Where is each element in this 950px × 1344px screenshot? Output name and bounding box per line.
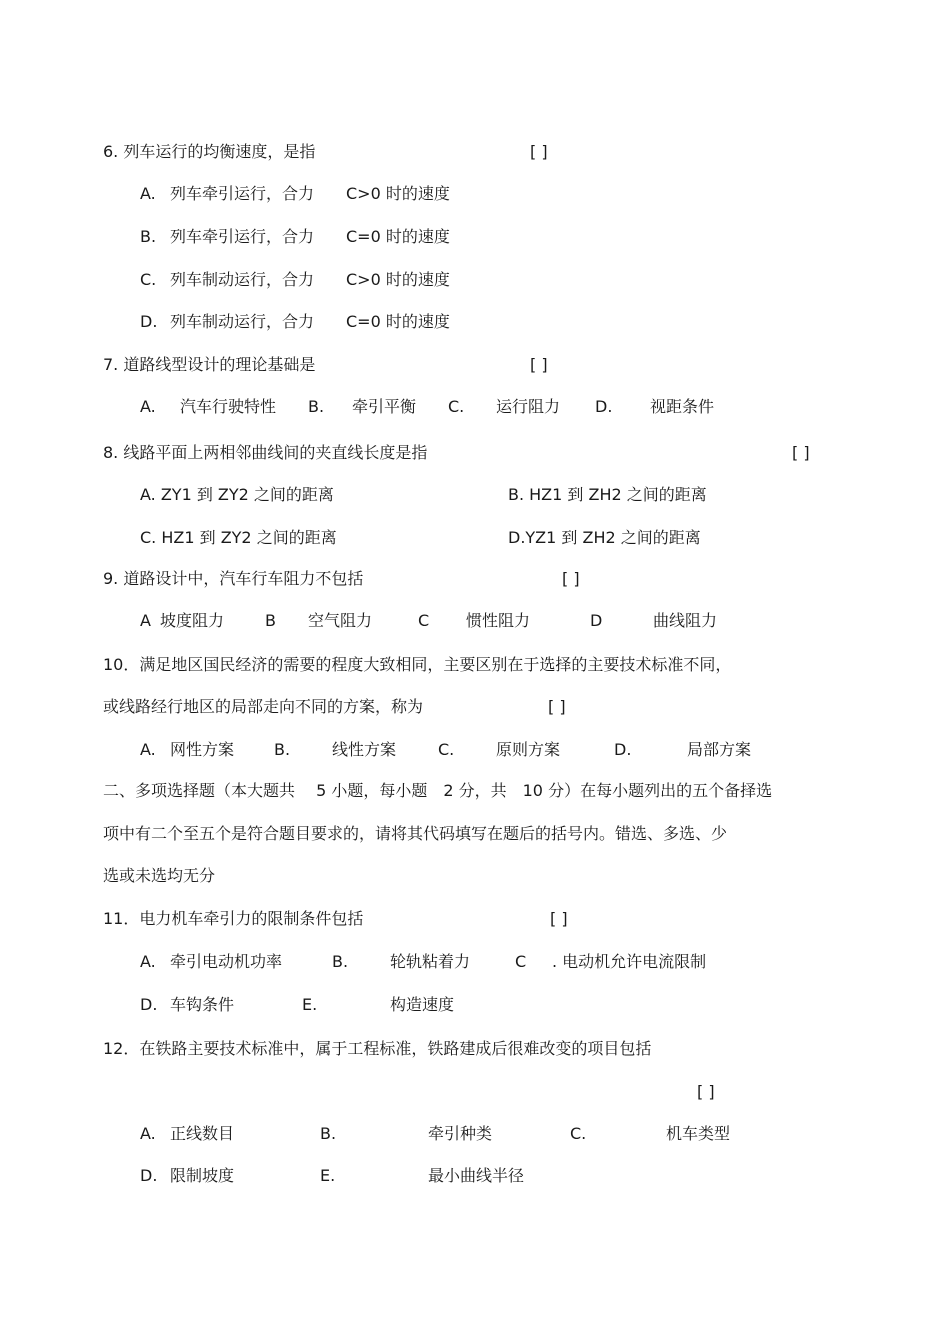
q7-option-c-text: 运行阻力 bbox=[496, 397, 561, 416]
q10-option-d-label: D. bbox=[614, 740, 632, 759]
q6-option-b-label: B. bbox=[140, 227, 157, 246]
q10-option-b-label: B. bbox=[274, 740, 291, 759]
q12-stem: 12．在铁路主要技术标准中，属于工程标准，铁路建成后很难改变的项目包括 bbox=[103, 1039, 652, 1058]
q7-option-d-text: 视距条件 bbox=[650, 397, 715, 416]
q12-option-b-text: 牵引种类 bbox=[428, 1124, 493, 1143]
section2-instructions-line2: 项中有二个至五个是符合题目要求的，请将其代码填写在题后的括号内。错选、多选、少 bbox=[103, 824, 728, 843]
q10-stem-line2: 或线路经行地区的局部走向不同的方案，称为 bbox=[103, 697, 424, 716]
q8-answer-bracket: [ ] bbox=[792, 443, 810, 462]
q6-stem: 6. 列车运行的均衡速度，是指 bbox=[103, 142, 316, 161]
q10-option-a-text: 网性方案 bbox=[170, 740, 235, 759]
q7-option-b-text: 牵引平衡 bbox=[352, 397, 417, 416]
q12-option-d-label: D. bbox=[140, 1166, 158, 1185]
q11-option-b-text: 轮轨粘着力 bbox=[390, 952, 471, 971]
q11-stem: 11．电力机车牵引力的限制条件包括 bbox=[103, 909, 364, 928]
q9-stem: 9. 道路设计中，汽车行车阻力不包括 bbox=[103, 569, 364, 588]
q9-answer-bracket: [ ] bbox=[562, 569, 580, 588]
q12-option-e-text: 最小曲线半径 bbox=[428, 1166, 525, 1185]
q10-option-d-text: 局部方案 bbox=[687, 740, 752, 759]
q11-option-a-text: 牵引电动机功率 bbox=[170, 952, 283, 971]
q12-option-c-label: C. bbox=[570, 1124, 587, 1143]
q11-option-a-label: A. bbox=[140, 952, 156, 971]
q9-option-c-text: 惯性阻力 bbox=[466, 611, 531, 630]
q10-stem-line1: 10．满足地区国民经济的需要的程度大致相同，主要区别在于选择的主要技术标准不同， bbox=[103, 655, 732, 674]
q6-answer-bracket: [ ] bbox=[530, 142, 548, 161]
q9-option-a-text: 坡度阻力 bbox=[160, 611, 225, 630]
q9-option-b-label: B bbox=[265, 611, 276, 630]
q6-option-b-cond: C=0 时的速度 bbox=[346, 227, 450, 246]
section2-instructions-line3: 选或未选均无分 bbox=[103, 866, 216, 885]
q8-stem: 8. 线路平面上两相邻曲线间的夹直线长度是指 bbox=[103, 443, 428, 462]
q7-answer-bracket: [ ] bbox=[530, 355, 548, 374]
q11-option-e-label: E. bbox=[302, 995, 318, 1014]
q7-option-a-text: 汽车行驶特性 bbox=[180, 397, 277, 416]
q12-option-a-label: A. bbox=[140, 1124, 156, 1143]
q6-option-d-text: 列车制动运行，合力 bbox=[170, 312, 315, 331]
q11-option-e-text: 构造速度 bbox=[390, 995, 455, 1014]
q7-option-c-label: C. bbox=[448, 397, 465, 416]
q7-stem: 7. 道路线型设计的理论基础是 bbox=[103, 355, 316, 374]
q11-option-c-label: C bbox=[515, 952, 527, 971]
q6-option-d-label: D. bbox=[140, 312, 158, 331]
q8-option-d: D.YZ1 到 ZH2 之间的距离 bbox=[508, 528, 701, 547]
q9-option-b-text: 空气阻力 bbox=[308, 611, 373, 630]
q11-option-c-text: . 电动机允许电流限制 bbox=[552, 952, 707, 971]
q10-option-a-label: A. bbox=[140, 740, 156, 759]
q6-option-b-text: 列车牵引运行，合力 bbox=[170, 227, 315, 246]
q7-option-b-label: B. bbox=[308, 397, 325, 416]
q8-option-a: A. ZY1 到 ZY2 之间的距离 bbox=[140, 485, 334, 504]
q8-option-c: C. HZ1 到 ZY2 之间的距离 bbox=[140, 528, 337, 547]
q7-option-a-label: A. bbox=[140, 397, 156, 416]
q9-option-a-label: A bbox=[140, 611, 151, 630]
q7-option-d-label: D. bbox=[595, 397, 613, 416]
q9-option-d-text: 曲线阻力 bbox=[653, 611, 718, 630]
q11-option-d-text: 车钩条件 bbox=[170, 995, 235, 1014]
q6-option-a-cond: C>0 时的速度 bbox=[346, 184, 450, 203]
q12-option-e-label: E. bbox=[320, 1166, 336, 1185]
q9-option-c-label: C bbox=[418, 611, 430, 630]
q10-answer-bracket: [ ] bbox=[548, 697, 566, 716]
q9-option-d-label: D bbox=[590, 611, 603, 630]
q12-option-d-text: 限制坡度 bbox=[170, 1166, 235, 1185]
q12-option-c-text: 机车类型 bbox=[666, 1124, 731, 1143]
q10-option-b-text: 线性方案 bbox=[332, 740, 397, 759]
q12-option-b-label: B. bbox=[320, 1124, 337, 1143]
q11-option-b-label: B. bbox=[332, 952, 349, 971]
q6-option-c-label: C. bbox=[140, 270, 157, 289]
q11-answer-bracket: [ ] bbox=[550, 909, 568, 928]
q12-answer-bracket: [ ] bbox=[697, 1082, 715, 1101]
q6-option-a-text: 列车牵引运行，合力 bbox=[170, 184, 315, 203]
q12-option-a-text: 正线数目 bbox=[170, 1124, 235, 1143]
q10-option-c-label: C. bbox=[438, 740, 455, 759]
q6-option-a-label: A. bbox=[140, 184, 156, 203]
q6-option-c-text: 列车制动运行，合力 bbox=[170, 270, 315, 289]
q6-option-d-cond: C=0 时的速度 bbox=[346, 312, 450, 331]
q11-option-d-label: D. bbox=[140, 995, 158, 1014]
q8-option-b: B. HZ1 到 ZH2 之间的距离 bbox=[508, 485, 707, 504]
q6-option-c-cond: C>0 时的速度 bbox=[346, 270, 450, 289]
section2-instructions-line1: 二、多项选择题（本大题共 5 小题，每小题 2 分，共 10 分）在每小题列出的五个备择选 bbox=[103, 781, 773, 800]
q10-option-c-text: 原则方案 bbox=[496, 740, 561, 759]
